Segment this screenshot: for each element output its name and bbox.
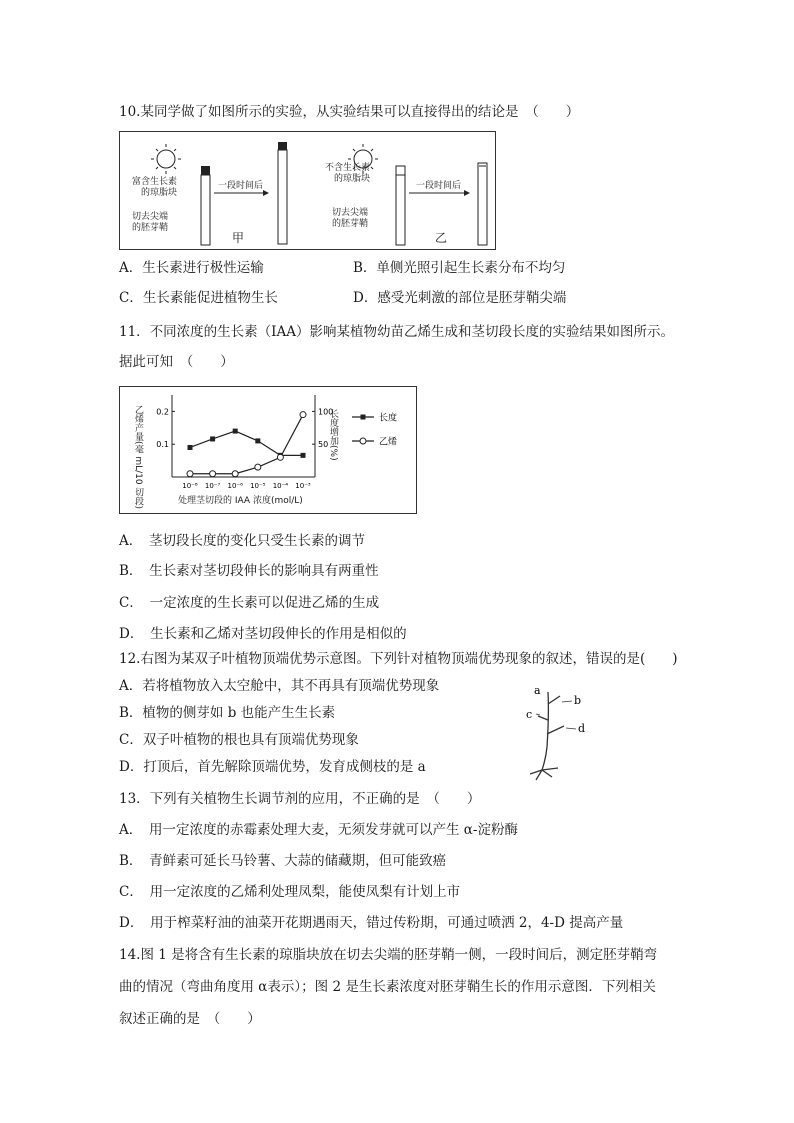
q11-option-c: C． 一定浓度的生长素可以促进乙烯的生成: [119, 595, 380, 611]
data-point-length: [210, 436, 215, 441]
q11-stem-line1: 11．不同浓度的生长素（IAA）影响某植物幼苗乙烯生成和茎切段长度的实验结果如图所示。: [119, 324, 675, 340]
data-point-length: [188, 445, 193, 450]
chart-left-axis-label: 乙烯产量(毫 mL/10 切段): [133, 405, 143, 510]
q12-option-d: D．打顶后，首先解除顶端优势，发育成侧枝的是 a: [119, 759, 426, 775]
q11-option-d: D． 生长素和乙烯对茎切段伸长的作用是相似的: [119, 626, 407, 642]
q12-option-a: A．若将植物放入太空舱中，其不再具有顶端优势现象: [119, 678, 440, 694]
arrow-label-left: 一段时间后: [218, 181, 264, 191]
plant-label-c: c: [526, 708, 533, 721]
q13-option-d: D． 用于榨菜籽油的油菜开花期遇雨天，错过传粉期，可通过喷洒 2，4-D 提高产量: [119, 915, 624, 931]
plant-label-a: a: [534, 684, 541, 697]
q14-stem-line3: 叙述正确的是 （ ）: [119, 1011, 261, 1027]
chart-x-tick-label: 10⁻⁴: [272, 482, 289, 490]
plant-label-d: d: [578, 722, 586, 735]
coleoptile-right: [396, 175, 405, 245]
arrow-label-right: 一段时间后: [416, 181, 462, 191]
label-cut-coleoptile-left: 切去尖端 的胚芽鞘: [132, 212, 169, 233]
data-point-ethylene: [187, 471, 193, 477]
data-point-ethylene: [232, 471, 238, 477]
plant-diagram: [522, 682, 602, 782]
chart-right-axis-label: 长度增加(%): [328, 409, 338, 461]
data-point-ethylene: [210, 471, 216, 477]
q11-chart-svg: [120, 387, 416, 513]
series-line-ethylene: [190, 415, 303, 474]
q13-option-a: A． 用一定浓度的赤霉素处理大麦，无须发芽就可以产生 α-淀粉酶: [119, 822, 518, 838]
caption-jia: 甲: [232, 231, 245, 245]
chart-right-tick-label: 100: [318, 407, 334, 417]
label-plain-agar: 不含生长素 的琼脂块: [325, 163, 371, 184]
caption-yi: 乙: [435, 231, 448, 245]
arrow-icon: [263, 190, 269, 196]
coleoptile-left-result: [278, 150, 287, 244]
chart-x-tick-label: 10⁻⁶: [227, 482, 243, 490]
q13-option-c: C． 用一定浓度的乙烯利处理凤梨，能使凤梨有计划上市: [119, 884, 461, 900]
data-point-length: [255, 438, 260, 443]
legend-label: 长度: [379, 413, 398, 424]
chart-x-axis-label: 处理茎切段的 IAA 浓度(mol/L): [178, 496, 303, 506]
q12-stem: 12.右图为某双子叶植物顶端优势示意图。下列针对植物顶端优势现象的叙述，错误的是( ): [119, 651, 678, 667]
q11-option-b: B． 生长素对茎切段伸长的影响具有两重性: [119, 563, 379, 579]
data-point-ethylene: [277, 454, 283, 460]
chart-x-tick-label: 10⁻⁷: [204, 482, 221, 490]
series-line-length: [190, 431, 303, 455]
label-rich-agar: 富含生长素 的琼脂块: [132, 177, 178, 198]
q11-chart: [119, 386, 417, 514]
agar-block-plain: [396, 166, 405, 175]
chart-left-tick-label: 0.1: [156, 440, 169, 450]
data-point-length: [233, 429, 238, 434]
q10-option-a: A．生长素进行极性运输: [119, 260, 264, 276]
legend-marker-square: [361, 415, 366, 420]
chart-right-tick-label: 50: [318, 440, 329, 450]
q14-stem-line2: 曲的情况（弯曲角度用 α表示）；图 2 是生长素浓度对胚芽鞘生长的作用示意图．下列相关: [119, 979, 656, 995]
q10-stem: 10.某同学做了如图所示的实验，从实验结果可以直接得出的结论是 （ ）: [119, 104, 580, 120]
q10-option-c: C．生长素能促进植物生长: [119, 290, 278, 306]
q11-stem-line2: 据此可知 （ ）: [119, 354, 234, 370]
sun-icon-left: [151, 144, 181, 174]
q14-stem-line1: 14.图 1 是将含有生长素的琼脂块放在切去尖端的胚芽鞘一侧，一段时间后，测定胚芽鞘弯: [119, 947, 658, 963]
chart-x-tick-label: 10⁻⁸: [182, 482, 198, 490]
coleoptile-left: [201, 175, 210, 245]
chart-x-tick-label: 10⁻⁵: [250, 482, 266, 490]
chart-x-tick-label: 10⁻³: [295, 482, 311, 490]
data-point-ethylene: [255, 464, 261, 470]
q13-stem: 13．下列有关植物生长调节剂的应用，不正确的是 （ ）: [119, 791, 481, 807]
data-point-ethylene: [300, 412, 306, 418]
chart-left-tick-label: 0.2: [156, 407, 169, 417]
q13-option-b: B． 青鲜素可延长马铃薯、大蒜的储藏期，但可能致癌: [119, 853, 447, 869]
agar-block-rich: [201, 166, 210, 175]
q10-figure: [119, 131, 496, 250]
legend-marker-circle: [360, 438, 366, 444]
legend-label: 乙烯: [379, 437, 398, 448]
data-point-length: [301, 453, 306, 458]
coleoptile-right-result: [478, 163, 487, 245]
q11-option-a: A． 茎切段长度的变化只受生长素的调节: [119, 533, 365, 549]
q12-option-c: C．双子叶植物的根也具有顶端优势现象: [119, 732, 359, 748]
label-cut-coleoptile-right: 切去尖端 的胚芽鞘: [332, 208, 369, 229]
q10-option-b: B．单侧光照引起生长素分布不均匀: [353, 260, 566, 276]
plant-label-b: b: [574, 694, 582, 707]
q12-option-b: B．植物的侧芽如 b 也能产生生长素: [119, 705, 336, 721]
q10-option-d: D．感受光刺激的部位是胚芽鞘尖端: [353, 290, 567, 306]
